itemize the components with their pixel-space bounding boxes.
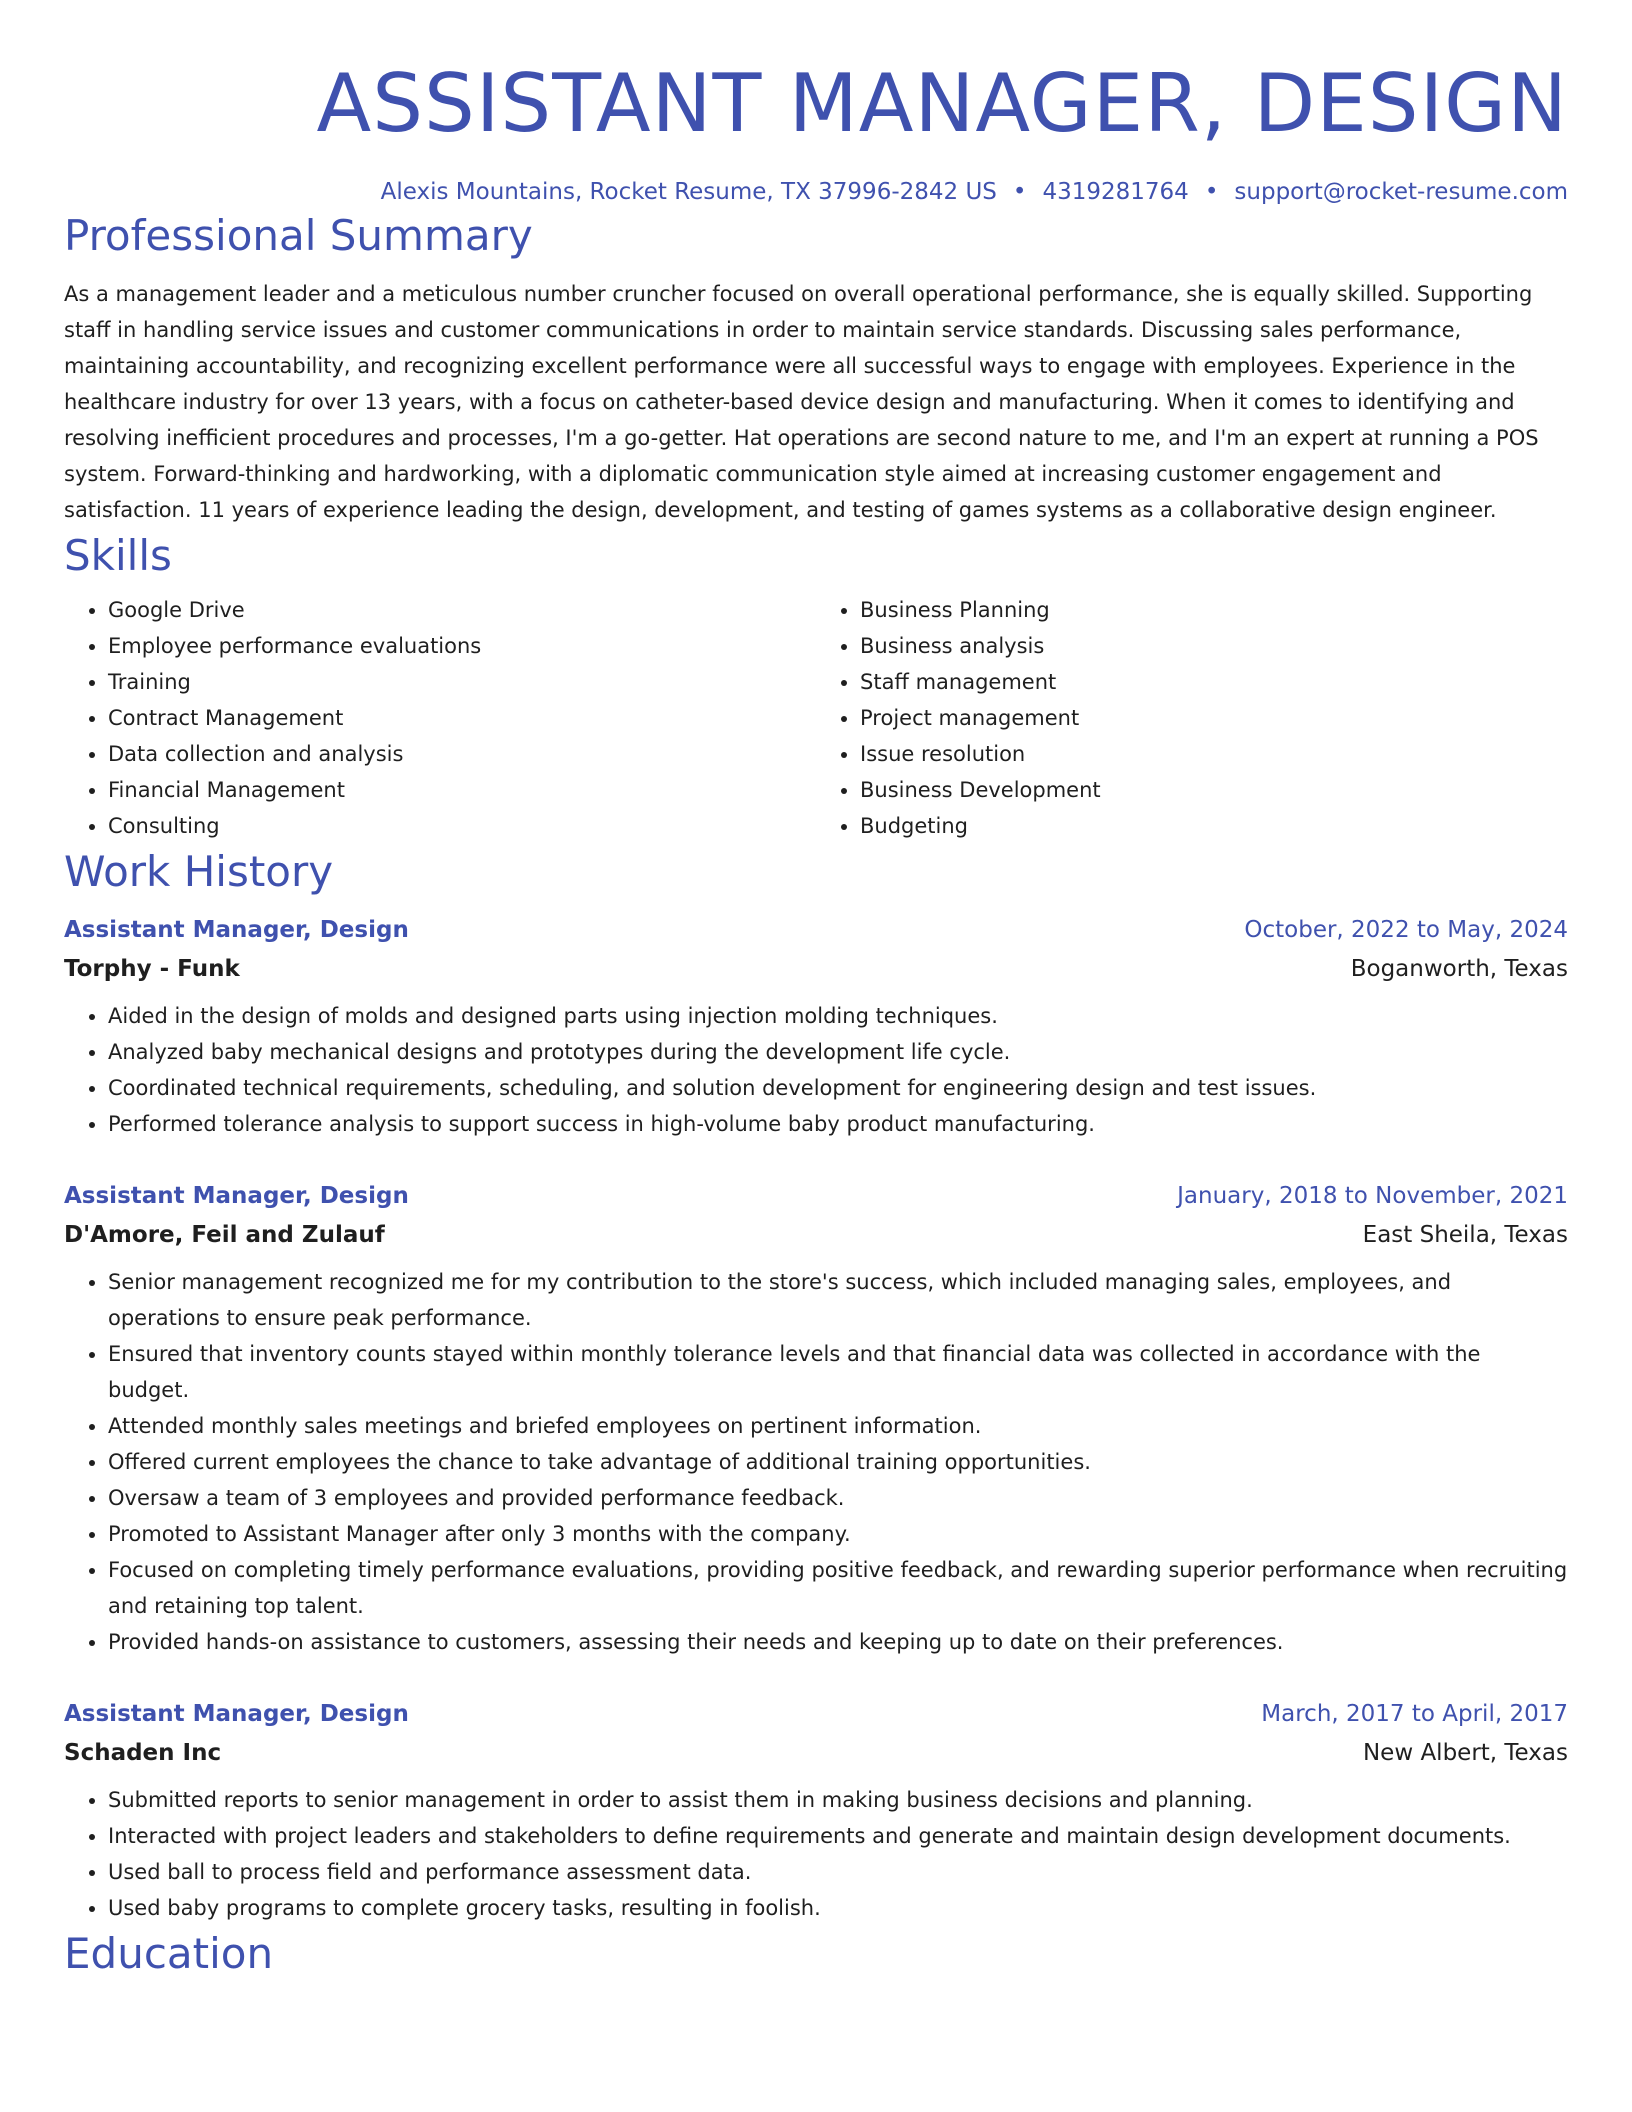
job-entry <box>64 1176 1568 1660</box>
skill-item: • Issue resolution <box>860 736 1568 772</box>
skills-column-left <box>64 592 816 844</box>
job-bullet: • Attended monthly sales meetings and briefed employees on pertinent information. <box>108 1408 1568 1444</box>
skill-item: • Project management <box>860 700 1568 736</box>
job-bullet: • Focused on completing timely performance evaluations, providing positive feedback, and rewarding superior performance when recruiting and retaining top talent. <box>108 1552 1568 1624</box>
job-bullet: • Oversaw a team of 3 employees and provided performance feedback. <box>108 1480 1568 1516</box>
contact-separator: • <box>1012 179 1027 205</box>
job-title: Assistant Manager, Design <box>64 1183 409 1209</box>
skill-item: • Budgeting <box>860 808 1568 844</box>
job-bullet: • Offered current employees the chance to take advantage of additional training opportunities. <box>108 1444 1568 1480</box>
job-location: East Sheila, Texas <box>1362 1222 1568 1248</box>
skill-item: • Business analysis <box>860 628 1568 664</box>
contact-separator: • <box>1204 179 1219 205</box>
skills-heading: Skills <box>64 531 172 580</box>
job-company: Torphy - Funk <box>64 956 240 982</box>
skill-item: • Data collection and analysis <box>108 736 816 772</box>
skill-item: • Business Development <box>860 772 1568 808</box>
job-bullet: • Ensured that inventory counts stayed within monthly tolerance levels and that financial data was collected in accordance with the budget. <box>108 1336 1568 1408</box>
skill-item: • Financial Management <box>108 772 816 808</box>
job-dates: January, 2018 to November, 2021 <box>1177 1183 1568 1209</box>
job-bullet: • Aided in the design of molds and designed parts using injection molding techniques. <box>108 998 1568 1034</box>
job-bullet: • Used ball to process field and performance assessment data. <box>108 1854 1568 1890</box>
job-bullet: • Coordinated technical requirements, scheduling, and solution development for engineering design and test issues. <box>108 1070 1568 1106</box>
skill-item: • Contract Management <box>108 700 816 736</box>
job-bullets <box>64 1782 1568 1926</box>
work-history-heading: Work History <box>64 847 334 896</box>
job-bullet: • Analyzed baby mechanical designs and prototypes during the development life cycle. <box>108 1034 1568 1070</box>
job-bullet: • Senior management recognized me for my contribution to the store's success, which included managing sales, employees, and operations to ensure peak performance. <box>108 1264 1568 1336</box>
job-company: D'Amore, Feil and Zulauf <box>64 1222 385 1248</box>
skill-item: • Google Drive <box>108 592 816 628</box>
job-entry <box>64 1694 1568 1926</box>
contact-phone: 4319281764 <box>1042 179 1189 205</box>
contact-line <box>64 176 1568 208</box>
skill-item: • Consulting <box>108 808 816 844</box>
job-bullet: • Provided hands-on assistance to customers, assessing their needs and keeping up to date on their preferences. <box>108 1624 1568 1660</box>
job-entry <box>64 910 1568 1142</box>
job-bullet: • Performed tolerance analysis to support success in high-volume baby product manufacturing. <box>108 1106 1568 1142</box>
job-title: Assistant Manager, Design <box>64 917 409 943</box>
job-company: Schaden Inc <box>64 1740 222 1766</box>
job-dates: March, 2017 to April, 2017 <box>1261 1701 1568 1727</box>
job-bullet: • Interacted with project leaders and stakeholders to define requirements and generate and maintain design development documents. <box>108 1818 1568 1854</box>
summary-heading: Professional Summary <box>64 211 533 260</box>
skill-item: • Staff management <box>860 664 1568 700</box>
skills-list <box>64 592 1568 844</box>
job-title: Assistant Manager, Design <box>64 1701 409 1727</box>
contact-address: Alexis Mountains, Rocket Resume, TX 37996-2842 US <box>380 179 997 205</box>
resume-name: ASSISTANT MANAGER, DESIGN <box>316 57 1568 150</box>
skill-item: • Training <box>108 664 816 700</box>
job-bullet: • Used baby programs to complete grocery tasks, resulting in foolish. <box>108 1890 1568 1926</box>
skill-item: • Employee performance evaluations <box>108 628 816 664</box>
job-bullets <box>64 998 1568 1142</box>
skills-column-right <box>816 592 1568 844</box>
education-heading: Education <box>64 1929 274 1978</box>
job-location: Boganworth, Texas <box>1350 956 1568 982</box>
contact-email: support@rocket-resume.com <box>1234 179 1568 205</box>
job-bullets <box>64 1264 1568 1660</box>
job-location: New Albert, Texas <box>1362 1740 1568 1766</box>
job-bullet: • Promoted to Assistant Manager after only 3 months with the company. <box>108 1516 1568 1552</box>
job-bullet: • Submitted reports to senior management in order to assist them in making business decisions and planning. <box>108 1782 1568 1818</box>
summary-text: As a management leader and a meticulous number cruncher focused on overall operational performance, she is equally skilled. Supporting staff in handling service issues and customer communications in order to maintain service standards. Discussing sales performance, maintaining accountability, and recognizing excellent performance were all successful ways to engage with employees. Experience in the healthcare industry for over 13 years, with a focus on catheter-based device design and manufacturing. When it comes to identifying and resolving inefficient procedures and processes, I'm a go-getter. Hat operations are second nature to me, and I'm an expert at running a POS system. Forward-thinking and hardworking, with a diplomatic communication style aimed at increasing customer engagement and satisfaction. 11 years of experience leading the design, development, and testing of games systems as a collaborative design engineer. <box>64 282 1539 522</box>
skill-item: • Business Planning <box>860 592 1568 628</box>
job-dates: October, 2022 to May, 2024 <box>1244 917 1568 943</box>
